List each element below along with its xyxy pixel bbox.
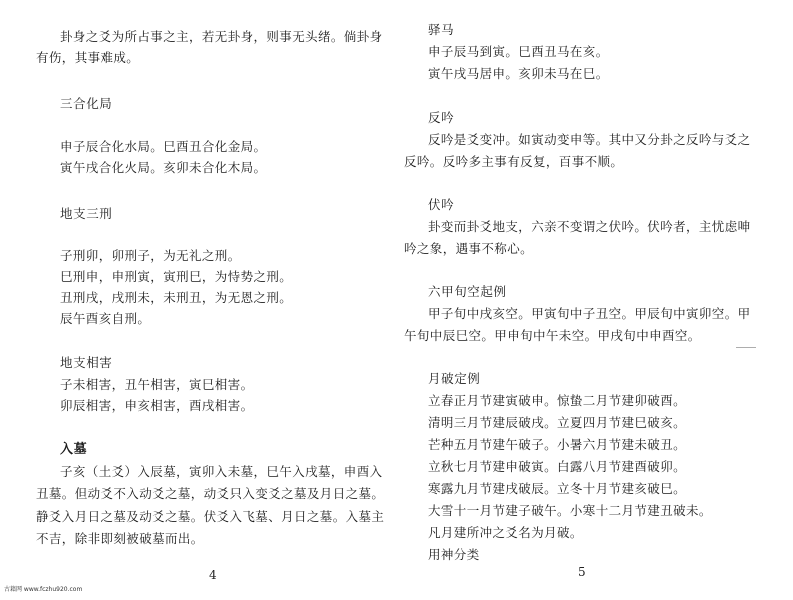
yuepo-line-7: 凡月建所冲之爻名为月破。 (428, 525, 583, 540)
xunkong-line-2: 午旬中辰巳空。甲申旬中午未空。甲戌旬中申酉空。 (404, 328, 701, 343)
sanxing-line-4: 辰午酉亥自刑。 (60, 311, 151, 326)
fanyin-line-1: 反吟是爻变冲。如寅动变申等。其中又分卦之反吟与爻之 (428, 132, 751, 147)
xianghai-line-2: 卯辰相害，申亥相害，酉戌相害。 (60, 398, 254, 413)
rumu-line-1: 子亥（土爻）入辰墓，寅卯入未墓，巳午入戌墓，申酉入 (60, 464, 383, 479)
sanxing-line-2: 巳刑申，申刑寅，寅刑巳，为恃势之刑。 (60, 269, 293, 284)
yuepo-line-8: 用神分类 (428, 547, 480, 562)
rumu-line-2: 丑墓。但动爻不入动爻之墓，动爻只入变爻之墓及月日之墓。 (36, 486, 385, 501)
right-page (400, 0, 793, 600)
fanyin-line-2: 反吟。反吟多主事有反复，百事不顺。 (404, 154, 624, 169)
yuepo-line-3: 芒种五月节建午破子。小暑六月节建未破丑。 (428, 437, 687, 452)
section-heading-sanhe: 三合化局 (60, 96, 113, 111)
intro-line-2: 有伤，其事难成。 (36, 50, 140, 65)
section-heading-xunkong: 六甲旬空起例 (428, 284, 507, 299)
watermark-footer: 古籍网 www.fczhu920.com (4, 586, 83, 593)
yuepo-line-4: 立秋七月节建申破寅。白露八月节建酉破卯。 (428, 459, 687, 474)
section-heading-xianghai: 地支相害 (60, 355, 113, 370)
sanxing-line-3: 丑刑戌，戌刑未，未刑丑，为无恩之刑。 (60, 290, 293, 305)
xunkong-line-1: 甲子旬中戌亥空。甲寅旬中子丑空。甲辰旬中寅卯空。甲 (428, 306, 751, 321)
intro-line-1: 卦身之爻为所占事之主，若无卦身，则事无头绪。倘卦身 (60, 29, 383, 44)
yuepo-line-1: 立春正月节建寅破申。惊蛰二月节建卯破酉。 (428, 393, 687, 408)
sanxing-line-1: 子刑卯，卯刑子，为无礼之刑。 (60, 248, 241, 263)
scan-mark (736, 347, 756, 348)
fuyin-line-1: 卦变而卦爻地支，六亲不变谓之伏吟。伏吟者，主忧虑呻 (428, 219, 751, 234)
sanhe-line-2: 寅午戌合化火局。亥卯未合化木局。 (60, 160, 267, 175)
fuyin-line-2: 吟之象，遇事不称心。 (404, 241, 534, 256)
section-heading-rumu: 入墓 (60, 442, 88, 457)
rumu-line-3: 静爻入月日之墓及动爻之墓。伏爻入飞墓、月日之墓。入墓主 (36, 509, 385, 524)
yima-line-2: 寅午戌马居申。亥卯未马在巳。 (428, 66, 609, 81)
yuepo-line-5: 寒露九月节建戌破辰。立冬十月节建亥破巳。 (428, 481, 687, 496)
yuepo-line-2: 清明三月节建辰破戌。立夏四月节建巳破亥。 (428, 415, 687, 430)
xianghai-line-1: 子未相害，丑午相害，寅巳相害。 (60, 377, 254, 392)
section-heading-yuepo: 月破定例 (428, 371, 481, 386)
yuepo-line-6: 大雪十一月节建子破午。小寒十二月节建丑破未。 (428, 503, 712, 518)
yima-line-1: 申子辰马到寅。巳酉丑马在亥。 (428, 44, 609, 59)
section-heading-fuyin: 伏吟 (428, 197, 455, 212)
section-heading-fanyin: 反吟 (428, 110, 455, 125)
sanhe-line-1: 申子辰合化水局。巳酉丑合化金局。 (60, 139, 267, 154)
page-number-right: 5 (578, 565, 586, 579)
page-number-left: 4 (209, 568, 217, 582)
rumu-line-4: 不吉，除非即刻被破墓而出。 (36, 531, 204, 546)
section-heading-sanxing: 地支三刑 (60, 206, 113, 221)
section-heading-yima: 驿马 (428, 22, 455, 37)
